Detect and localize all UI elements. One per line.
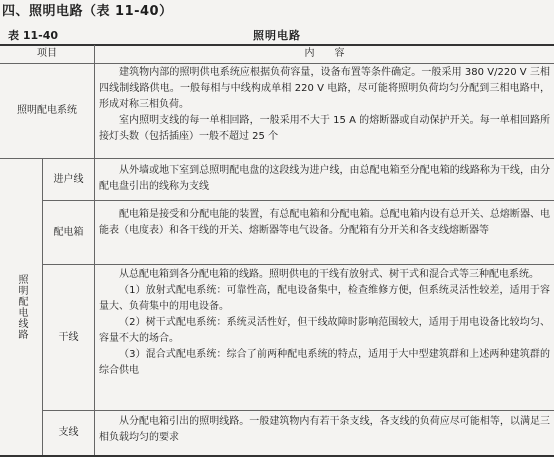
table-bottom-rule xyxy=(0,455,554,457)
row-content-branch-line xyxy=(99,414,550,454)
group-label-lighting-lines xyxy=(0,159,42,455)
group-label-text: 照明配电线路 xyxy=(16,274,27,340)
row-label-trunk-line: 干线 xyxy=(58,331,79,343)
row-label-lighting-system: 照明配电系统 xyxy=(17,105,77,116)
row-content-trunk-line xyxy=(99,267,550,409)
row-divider xyxy=(42,410,554,411)
row-label-incoming-line: 进户线 xyxy=(53,173,84,185)
content-paragraph: （2）树干式配电系统：系统灵活性好，但干线故障时影响范围较大，适用于用电设备比较均匀、容量不大的场合。 xyxy=(99,317,550,344)
section-heading: 四、照明电路（表 11-40） xyxy=(2,4,173,19)
row-divider xyxy=(42,264,554,265)
content-paragraph: 从分配电箱引出的照明线路。一般建筑物内有若干条支线，各支线的负荷应尽可能相等，以满足三相负载均匀的要求 xyxy=(99,416,550,443)
row-divider xyxy=(42,200,554,201)
header-item: 项目 xyxy=(37,48,57,59)
table-number: 表 11-40 xyxy=(8,29,59,42)
content-paragraph: 从外墙或地下室到总照明配电盘的这段线为进户线，由总配电箱至分配电箱的线路称为干线，由分配电盘引出的线称为支线 xyxy=(99,165,550,192)
row-label-branch-line: 支线 xyxy=(58,427,79,438)
content-paragraph: 配电箱是接受和分配电能的装置，有总配电箱和分配电箱。总配电箱内设有总开关、总熔断器、电能表（电度表）和各干线的开关、熔断器等电气设备。分配箱有分开关和各支线熔断器等 xyxy=(99,209,550,236)
header-content: 内 容 xyxy=(304,48,345,59)
content-paragraph: （1）放射式配电系统：可靠性高，配电设备集中，检查维修方便，但系统灵活性较差，适用于容量大、负荷集中的用电设备。 xyxy=(99,285,550,312)
row-content-incoming-line xyxy=(99,163,550,199)
column-divider xyxy=(94,45,95,455)
content-paragraph: （3）混合式配电系统：综合了前两种配电系统的特点，适用于大中型建筑群和上述两种建筑群的综合供电 xyxy=(99,349,550,376)
row-label-distribution-box: 配电箱 xyxy=(53,226,84,238)
content-paragraph: 从总配电箱到各分配电箱的线路。照明供电的干线有放射式、树干式和混合式等三种配电系统。 xyxy=(119,269,539,280)
content-paragraph: 建筑物内部的照明供电系统应根据负荷容量，设备布置等条件确定。一般采用 380 V/220 V 三相四线制线路供电。一般每相与中线构成单相 220 V 电路，尽可能将照明负荷均匀分配到三相电路中，形成对称三相负荷。 xyxy=(99,67,550,110)
row-content-distribution-box xyxy=(99,207,550,263)
row-content-lighting-system xyxy=(99,65,550,157)
content-paragraph: 室内照明支线的每一单相回路，一般采用不大于 15 A 的熔断器或自动保护开关。每一单相回路所接灯头数（包括插座）一般不超过 25 个 xyxy=(99,115,550,142)
table-title: 照明电路 xyxy=(253,29,301,42)
